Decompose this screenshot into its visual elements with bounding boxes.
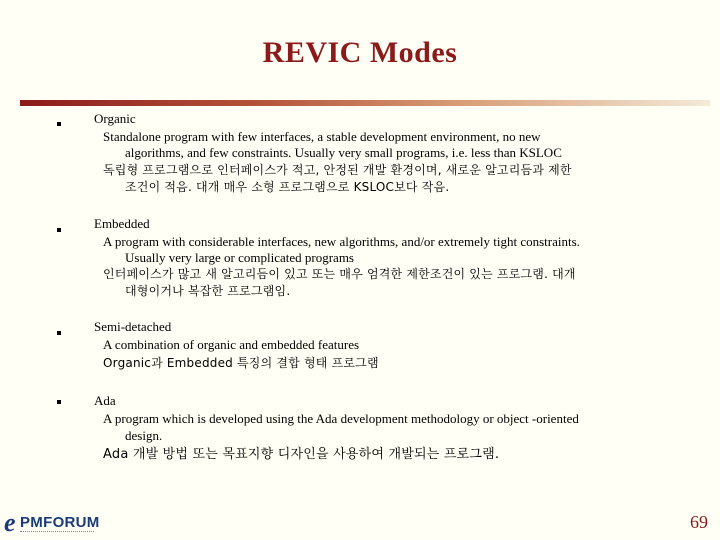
bullet-marker [57,400,61,404]
item-heading: Embedded [94,216,150,231]
logo-tagline-decoration [20,531,94,534]
pmforum-logo [4,508,114,538]
item-line: A combination of organic and embedded features [103,337,360,352]
item-line: A program which is developed using the Ada development methodology or object -oriented [103,411,579,426]
item-line-korean: 독립형 프로그램으로 인터페이스가 적고, 안정된 개발 환경이며, 새로운 알고리듬과 제한 [103,163,572,177]
page-number: 69 [690,512,708,532]
item-line: Usually very large or complicated programs [125,250,354,265]
bullet-marker [57,122,61,126]
logo-mark: e [4,508,16,537]
logo-text: PMFORUM [20,514,100,531]
item-heading: Ada [94,393,116,408]
item-line-korean: 인터페이스가 많고 새 알고리듬이 있고 또는 매우 엄격한 제한조건이 있는 프로그램. 대개 [103,267,576,281]
slide-title: REVIC Modes [262,36,458,69]
item-line-korean: Ada 개발 방법 또는 목표지향 디자인을 사용하여 개발되는 프로그램. [103,447,500,462]
item-line: design. [125,428,163,443]
item-line: Standalone program with few interfaces, a stable development environment, no new [103,129,541,144]
item-line-korean: 대형이거나 복잡한 프로그램임. [125,284,291,298]
item-line-korean: 조건이 적음. 대개 매우 소형 프로그램으로 KSLOC보다 작음. [125,180,450,194]
item-heading: Organic [94,111,136,126]
bullet-marker [57,331,61,335]
item-line-korean: Organic과 Embedded 특징의 결합 형태 프로그램 [103,356,379,370]
item-line: A program with considerable interfaces, new algorithms, and/or extremely tight constraints. [103,234,580,249]
item-heading: Semi-detached [94,319,172,334]
item-line: algorithms, and few constraints. Usually very small programs, i.e. less than KSLOC [125,145,562,160]
bullet-marker [57,228,61,232]
